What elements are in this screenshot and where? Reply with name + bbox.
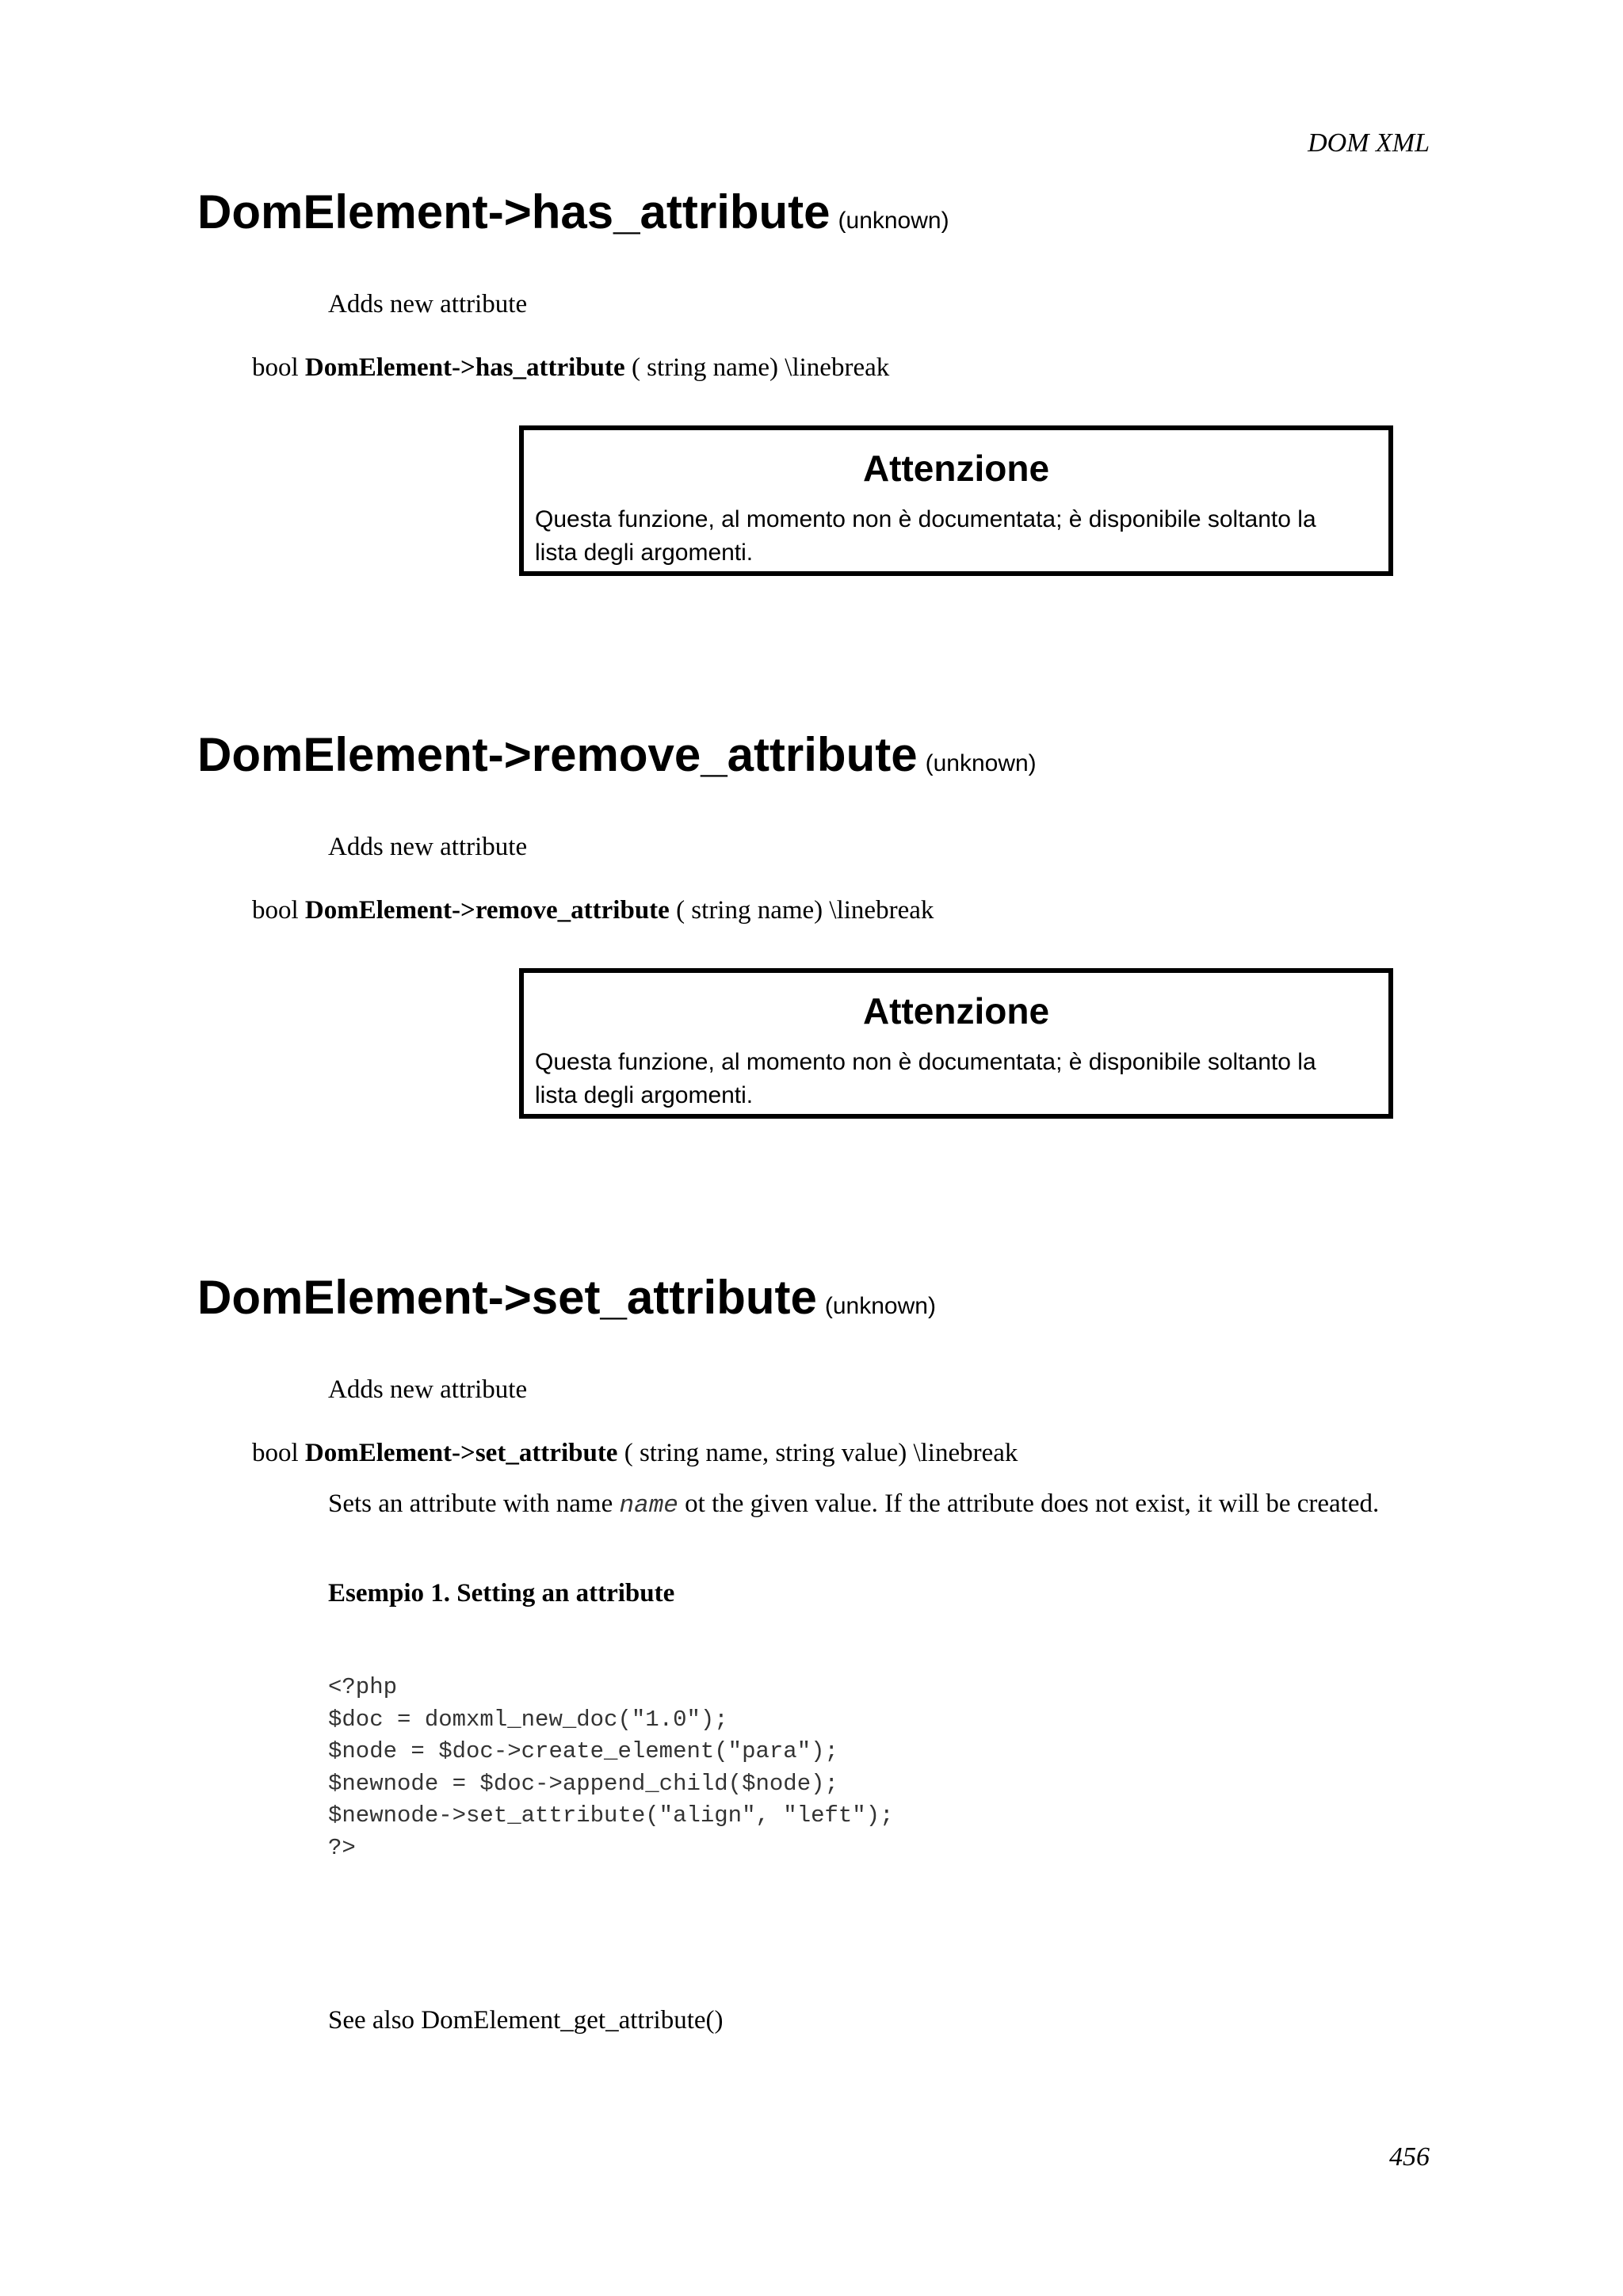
code-line: ?>	[328, 1834, 356, 1861]
see-also: See also DomElement_get_attribute()	[328, 2006, 724, 2035]
warning-title: Attenzione	[862, 448, 1050, 489]
method-synopsis	[252, 1439, 1018, 1468]
refpurpose: Adds new attribute	[328, 1375, 528, 1404]
warning-text: Questa funzione, al momento non è documentata; è disponibile soltanto la lista degli argomenti.	[535, 506, 1316, 566]
section-title-text: DomElement->remove_attribute	[197, 728, 918, 781]
method-name: DomElement->remove_attribute	[304, 896, 670, 925]
return-type: bool	[252, 353, 299, 382]
version-note: (unknown)	[824, 1293, 936, 1319]
code-line: $newnode = $doc->append_child($node);	[328, 1770, 838, 1797]
refpurpose: Adds new attribute	[328, 833, 528, 861]
warning-box	[519, 425, 1393, 576]
code-block	[328, 1672, 894, 1865]
warning-text: Questa funzione, al momento non è documentata; è disponibile soltanto la lista degli argomenti.	[535, 1049, 1316, 1108]
section-title-set-attribute	[197, 1269, 936, 1335]
method-params: ( string name) \linebreak	[631, 353, 890, 382]
code-line: $newnode->set_attribute("align", "left");	[328, 1802, 894, 1829]
code-line: $doc = domxml_new_doc("1.0");	[328, 1706, 728, 1733]
section-title-text: DomElement->has_attribute	[197, 185, 831, 238]
method-name: DomElement->set_attribute	[304, 1439, 618, 1467]
example-title: Esempio 1. Setting an attribute	[328, 1579, 675, 1608]
code-line: <?php	[328, 1674, 398, 1700]
return-type: bool	[252, 896, 299, 925]
version-note: (unknown)	[925, 750, 1037, 776]
method-synopsis	[252, 896, 934, 925]
method-synopsis	[252, 353, 889, 383]
warning-box	[519, 968, 1393, 1119]
method-name: DomElement->has_attribute	[304, 353, 625, 382]
section-title-text: DomElement->set_attribute	[197, 1271, 817, 1324]
version-note: (unknown)	[838, 208, 949, 234]
method-params: ( string name, string value) \linebreak	[624, 1439, 1018, 1467]
running-header: DOM XML	[1308, 128, 1430, 158]
code-line: $node = $doc->create_element("para");	[328, 1738, 838, 1765]
description-before: Sets an attribute with name	[328, 1489, 613, 1518]
page-number: 456	[1389, 2142, 1430, 2172]
refpurpose: Adds new attribute	[328, 290, 528, 318]
section-title-remove-attribute	[197, 727, 1037, 792]
warning-title: Attenzione	[862, 990, 1050, 1032]
method-params: ( string name) \linebreak	[676, 896, 934, 925]
parameter-name: name	[619, 1492, 678, 1520]
return-type: bool	[252, 1439, 299, 1467]
description-after: ot the given value. If the attribute does not exist, it will be created.	[685, 1489, 1380, 1518]
description-paragraph	[328, 1489, 1379, 1520]
section-title-has-attribute	[197, 184, 949, 250]
